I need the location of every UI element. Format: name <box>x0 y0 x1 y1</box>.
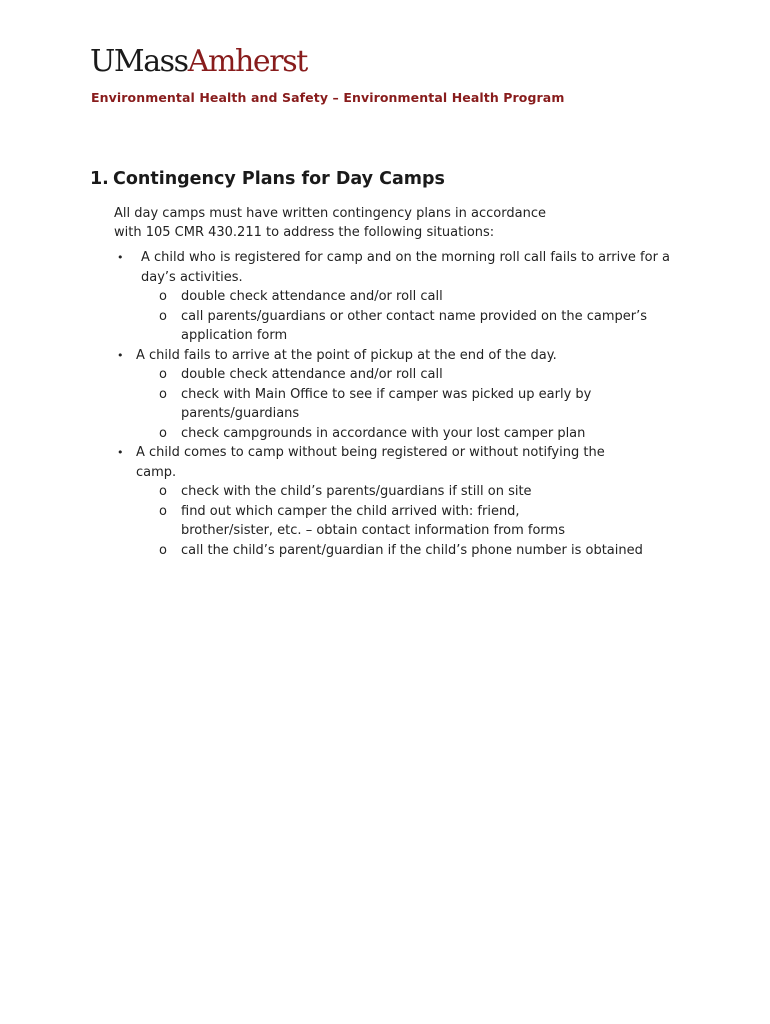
section-title: Contingency Plans for Day Camps <box>113 169 445 189</box>
action-text: call parents/guardians or other contact name provided on the camper’s application form <box>181 308 648 343</box>
sub-marker: o <box>159 308 167 324</box>
action-item <box>114 287 684 307</box>
action-text: find out which camper the child arrived with: friend, brother/sister, etc. – obtain contact information from forms <box>181 503 565 538</box>
action-text: check campgrounds in accordance with your lost camper plan <box>181 425 586 441</box>
situation-text: A child fails to arrive at the point of pickup at the end of the day. <box>136 347 557 363</box>
action-text: check with the child’s parents/guardians if still on site <box>181 484 532 499</box>
action-text: double check attendance and/or roll call <box>181 367 443 382</box>
situation-list <box>114 248 684 560</box>
logo-amherst-text: Amherst <box>187 44 307 79</box>
sub-marker: o <box>159 289 167 304</box>
bullet-marker: • <box>117 446 124 459</box>
sub-marker: o <box>159 503 167 519</box>
situation-item <box>114 346 684 366</box>
bullet-marker: • <box>117 251 124 264</box>
action-item <box>114 424 684 444</box>
department-subtitle: Environmental Health and Safety – Environmental Health Program <box>91 90 565 105</box>
action-text: call the child’s parent/guardian if the child’s phone number is obtained <box>181 542 643 558</box>
intro-line-2: with 105 CMR 430.211 to address the following situations: <box>114 225 495 240</box>
intro-paragraph <box>114 204 594 242</box>
action-text: check with Main Office to see if camper was picked up early by parents/guardians <box>181 386 592 421</box>
action-item <box>114 365 684 385</box>
section-number: 1. <box>90 169 109 189</box>
action-item <box>114 502 684 541</box>
sub-marker: o <box>159 386 167 402</box>
umass-amherst-logo <box>90 44 307 80</box>
situation-text: A child comes to camp without being registered or without notifying the camp. <box>136 445 605 480</box>
action-text: double check attendance and/or roll call <box>181 289 443 304</box>
logo-umass-text: UMass <box>90 44 188 79</box>
intro-line-1: All day camps must have written contingency plans in accordance <box>114 206 546 221</box>
action-item <box>114 541 704 561</box>
sub-marker: o <box>159 425 167 441</box>
situation-item <box>114 248 684 287</box>
action-item <box>114 385 684 424</box>
situation-text: A child who is registered for camp and on the morning roll call fails to arrive for a day’s activities. <box>141 250 671 285</box>
sub-marker: o <box>159 484 167 499</box>
action-item <box>114 307 684 346</box>
bullet-marker: • <box>117 348 124 362</box>
situation-item <box>114 443 684 482</box>
sub-marker: o <box>159 367 167 382</box>
action-item <box>114 482 684 502</box>
sub-marker: o <box>159 542 167 558</box>
section-heading <box>90 169 445 189</box>
